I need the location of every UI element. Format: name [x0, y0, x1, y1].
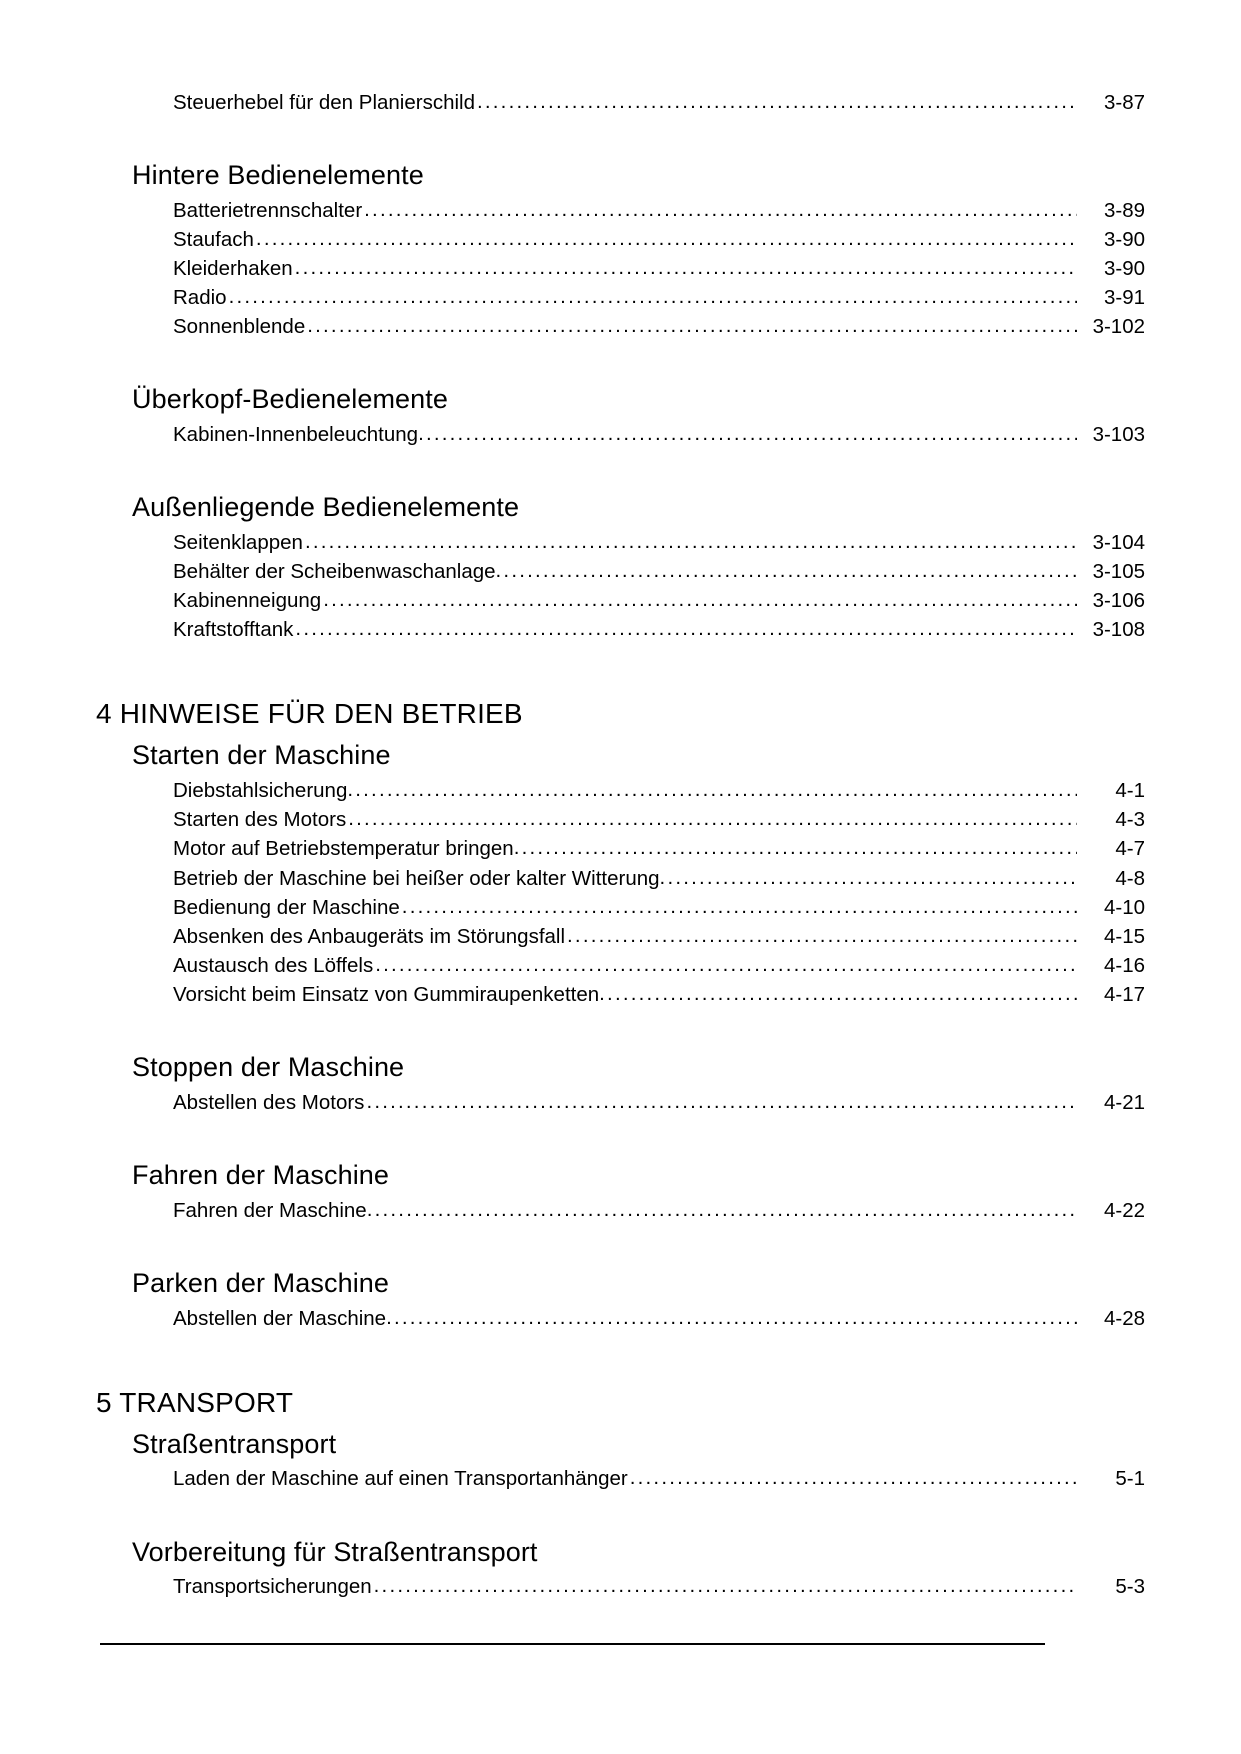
toc-entry[interactable] — [96, 586, 1145, 615]
toc-entry-title: Abstellen des Motors — [173, 1090, 365, 1114]
dot-leader — [295, 253, 1077, 282]
toc-group-heading[interactable]: Außenliegende Bedienelemente — [132, 492, 520, 523]
toc-group-vorbereitung-fuer-strassentransport — [96, 1536, 1145, 1602]
dot-leader — [367, 1195, 1077, 1224]
toc-entry-page: 4-28 — [1103, 1306, 1145, 1330]
dot-leader — [567, 921, 1077, 950]
toc-entry-title: Bedienung der Maschine — [173, 895, 400, 919]
footer-divider — [100, 1643, 1045, 1645]
toc-entry[interactable] — [96, 893, 1145, 922]
toc-group-heading[interactable]: Straßentransport — [132, 1428, 337, 1459]
dot-leader — [660, 863, 1077, 892]
dot-leader — [307, 311, 1077, 340]
toc-group-fahren-der-maschine — [96, 1159, 1145, 1225]
toc-entry[interactable] — [96, 254, 1145, 283]
toc-entry[interactable] — [96, 615, 1145, 644]
toc-entry-title: Vorsicht beim Einsatz von Gummiraupenketten — [173, 982, 600, 1006]
toc-entry-title: Steuerhebel für den Planierschild — [173, 91, 475, 114]
toc-entry-title: Absenken des Anbaugeräts im Störungsfall — [173, 924, 566, 948]
toc-entry-title: Staufach — [173, 227, 254, 251]
toc-entry-title: Transportsicherungen — [173, 1575, 372, 1599]
toc-chapter-heading[interactable]: 4 HINWEISE FÜR DEN BETRIEB — [96, 698, 523, 730]
dot-leader — [229, 282, 1077, 311]
toc-entry-page: 4-22 — [1103, 1198, 1145, 1222]
toc-entry-title: Fahren der Maschine — [173, 1198, 367, 1222]
toc-chapter-heading[interactable]: 5 TRANSPORT — [96, 1386, 294, 1418]
toc-entry-page: 3-91 — [1103, 286, 1145, 310]
dot-leader — [295, 614, 1077, 643]
toc-entry-page: 4-1 — [1115, 779, 1145, 803]
toc-entry-page: 3-106 — [1092, 589, 1145, 613]
dot-leader — [514, 833, 1077, 862]
toc-chapter-4 — [96, 696, 1145, 1332]
toc-entry-page: 4-16 — [1103, 953, 1145, 977]
toc-entry-page: 5-1 — [1115, 1467, 1145, 1491]
toc-entry-page: 3-90 — [1103, 257, 1145, 281]
toc-group-heading[interactable]: Starten der Maschine — [132, 740, 391, 771]
toc-group-strassentransport — [96, 1428, 1145, 1494]
dot-leader — [402, 892, 1077, 921]
toc-chapter-5 — [96, 1385, 1145, 1602]
dot-leader — [347, 775, 1077, 804]
toc-entry-title: Austausch des Löffels — [173, 953, 374, 977]
toc-entry[interactable] — [96, 922, 1145, 951]
toc-orphan-block — [96, 88, 1145, 117]
toc-entry-page: 4-3 — [1115, 808, 1145, 832]
dot-leader — [374, 1571, 1077, 1600]
toc-group-heading[interactable]: Parken der Maschine — [132, 1267, 390, 1298]
toc-entry[interactable] — [96, 283, 1145, 312]
toc-entry-title: Abstellen der Maschine — [173, 1306, 387, 1330]
dot-leader — [364, 195, 1077, 224]
toc-entry-title: Kleiderhaken — [173, 257, 293, 281]
toc-entry[interactable] — [96, 528, 1145, 557]
toc-entry[interactable] — [96, 1196, 1145, 1225]
toc-entry-page: 3-87 — [1103, 91, 1145, 114]
toc-entry-page: 3-103 — [1092, 423, 1145, 447]
toc-entry[interactable] — [96, 1572, 1145, 1601]
toc-group-starten-der-maschine — [96, 739, 1145, 1009]
toc-entry-title: Laden der Maschine auf einen Transportanhänger — [173, 1467, 628, 1491]
toc-entry-title: Behälter der Scheibenwaschanlage — [173, 560, 496, 584]
toc-entry-page: 3-104 — [1092, 531, 1145, 555]
dot-leader — [496, 556, 1077, 585]
toc-entry-title: Seitenklappen — [173, 531, 303, 555]
toc-entry-page: 5-3 — [1115, 1575, 1145, 1599]
toc-group-parken-der-maschine — [96, 1267, 1145, 1333]
toc-group-aussenliegende-bedienelemente — [96, 491, 1145, 644]
dot-leader — [418, 419, 1077, 448]
toc-group-stoppen-der-maschine — [96, 1051, 1145, 1117]
dot-leader — [386, 1303, 1077, 1332]
dot-leader — [630, 1463, 1077, 1492]
toc-entry-page: 3-105 — [1092, 560, 1145, 584]
toc-entry[interactable] — [96, 980, 1145, 1009]
toc-entry-page: 3-89 — [1103, 198, 1145, 222]
toc-entry[interactable] — [96, 951, 1145, 980]
toc-entry[interactable] — [96, 1304, 1145, 1333]
toc-group-heading[interactable]: Überkopf-Bedienelemente — [132, 384, 448, 415]
toc-entry-title: Radio — [173, 286, 227, 310]
toc-group-hintere-bedienelemente — [96, 159, 1145, 341]
toc-entry[interactable] — [96, 225, 1145, 254]
toc-entry[interactable] — [96, 312, 1145, 341]
toc-entry-title: Kraftstofftank — [173, 618, 294, 642]
dot-leader — [348, 804, 1077, 833]
toc-entry-page: 4-7 — [1115, 837, 1145, 861]
toc-entry[interactable] — [96, 557, 1145, 586]
toc-entry-title: Starten des Motors — [173, 808, 347, 832]
dot-leader — [323, 585, 1077, 614]
toc-entry-page: 3-90 — [1103, 227, 1145, 251]
toc-entry[interactable] — [96, 1464, 1145, 1493]
dot-leader — [375, 950, 1077, 979]
toc-entry-page: 4-8 — [1115, 866, 1145, 890]
toc-entry-page: 4-17 — [1103, 982, 1145, 1006]
toc-group-heading[interactable]: Fahren der Maschine — [132, 1159, 390, 1190]
toc-group-ueberkopf-bedienelemente — [96, 383, 1145, 449]
toc-entry-page: 4-10 — [1103, 895, 1145, 919]
dot-leader — [477, 87, 1077, 116]
toc-entry-page: 3-108 — [1092, 618, 1145, 642]
toc-entry-page: 4-21 — [1103, 1090, 1145, 1114]
toc-entry-page: 4-15 — [1103, 924, 1145, 948]
toc-entry[interactable] — [96, 420, 1145, 449]
toc-entry-title: Kabinen-Innenbeleuchtung — [173, 423, 419, 447]
toc-entry-page: 3-102 — [1092, 315, 1145, 339]
toc-group-heading[interactable]: Stoppen der Maschine — [132, 1052, 405, 1083]
toc-entry[interactable] — [96, 1088, 1145, 1117]
toc-entry-title: Batterietrennschalter — [173, 198, 363, 222]
toc-group-heading[interactable]: Vorbereitung für Straßentransport — [132, 1536, 538, 1567]
toc-entry[interactable] — [96, 805, 1145, 834]
toc-entry[interactable] — [96, 776, 1145, 805]
toc-entry-title: Motor auf Betriebstemperatur bringen — [173, 837, 514, 861]
toc-entry[interactable] — [96, 88, 1145, 117]
toc-entry-title: Diebstahlsicherung — [173, 779, 348, 803]
toc-group-heading[interactable]: Hintere Bedienelemente — [132, 160, 424, 191]
toc-entry-title: Betrieb der Maschine bei heißer oder kalter Witterung — [173, 866, 660, 890]
dot-leader — [366, 1087, 1077, 1116]
toc-entry-title: Kabinenneigung — [173, 589, 322, 613]
dot-leader — [599, 979, 1077, 1008]
table-of-contents — [96, 88, 1145, 1601]
dot-leader — [305, 527, 1077, 556]
toc-entry-title: Sonnenblende — [173, 315, 306, 339]
toc-entry[interactable] — [96, 196, 1145, 225]
dot-leader — [256, 224, 1077, 253]
toc-entry[interactable] — [96, 834, 1145, 863]
toc-entry[interactable] — [96, 864, 1145, 893]
